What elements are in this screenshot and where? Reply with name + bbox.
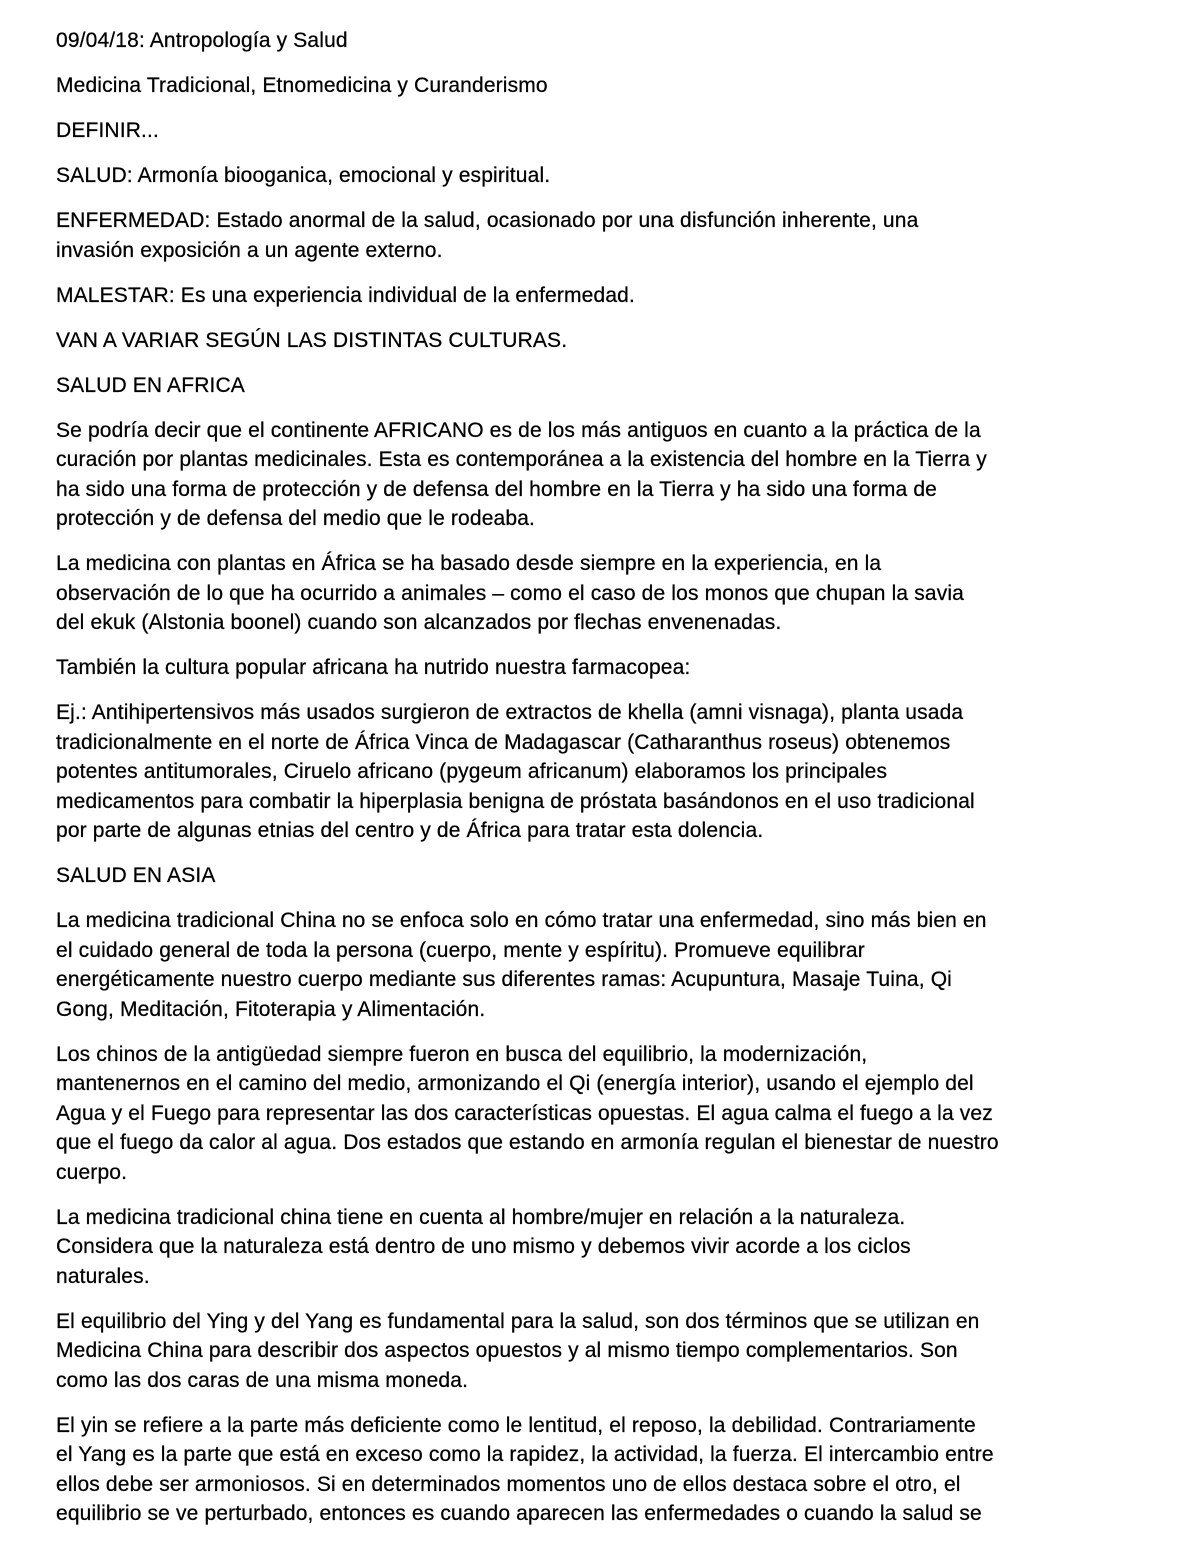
text-line: que el fuego da calor al agua. Dos estados que estando en armonía regulan el bienestar de nuestro — [56, 1131, 999, 1154]
text-line: del ekuk (Alstonia boonel) cuando son alcanzados por flechas envenenadas. — [56, 611, 782, 634]
text-line: El equilibrio del Ying y del Yang es fundamental para la salud, son dos términos que se utilizan en — [56, 1309, 980, 1333]
text-line: ENFERMEDAD: Estado anormal de la salud, ocasionado por una disfunción inherente, una — [56, 209, 919, 232]
text-line: 09/04/18: Antropología y Salud — [56, 29, 348, 52]
text-line: Los chinos de la antigüedad siempre fueron en busca del equilibrio, la modernización, — [56, 1042, 868, 1066]
text-line: SALUD EN AFRICA — [56, 373, 245, 397]
text-line: Ej.: Antihipertensivos más usados surgieron de extractos de khella (amni visnaga), planta usada — [56, 701, 964, 724]
text-line: Medicina China para describir dos aspectos opuestos y al mismo tiempo complementarios. Son — [56, 1339, 958, 1362]
paragraph — [56, 371, 1168, 401]
paragraph — [56, 1040, 1168, 1188]
text-line: cuerpo. — [56, 1160, 128, 1184]
document-page — [56, 26, 1168, 1544]
text-line: protección y de defensa del medio que le rodeaba. — [56, 507, 536, 530]
paragraph — [56, 1203, 1168, 1292]
text-line: Gong, Meditación, Fitoterapia y Alimentación. — [56, 997, 486, 1021]
paragraph — [56, 116, 1168, 146]
text-line: Medicina Tradicional, Etnomedicina y Curanderismo — [56, 74, 548, 97]
text-line: medicamentos para combatir la hiperplasia benigna de próstata basándonos en el uso tradicional — [56, 789, 975, 813]
text-line: curación por plantas medicinales. Esta es contemporánea a la existencia del hombre en la Tierra y — [56, 448, 987, 471]
text-line: SALUD EN ASIA — [56, 864, 216, 887]
text-line: La medicina con plantas en África se ha basado desde siempre en la experiencia, en la — [56, 552, 882, 575]
text-line: Agua y el Fuego para representar las dos características opuestas. El agua calma el fuego a la vez — [56, 1101, 993, 1125]
text-line: el Yang es la parte que está en exceso como la rapidez, la actividad, la fuerza. El intercambio entre — [56, 1443, 994, 1466]
paragraph — [56, 206, 1168, 265]
text-line: Considera que la naturaleza está dentro de uno mismo y debemos vivir acorde a los ciclos — [56, 1235, 911, 1258]
text-line: el cuidado general de toda la persona (cuerpo, mente y espíritu). Promueve equilibrar — [56, 938, 865, 962]
text-line: ha sido una forma de protección y de defensa del hombre en la Tierra y ha sido una forma de — [56, 477, 938, 501]
text-line: DEFINIR... — [56, 119, 160, 142]
paragraph — [56, 861, 1168, 891]
text-line: Se podría decir que el continente AFRICANO es de los más antiguos en cuanto a la práctica de la — [56, 418, 981, 442]
text-line: naturales. — [56, 1264, 150, 1288]
text-line: tradicionalmente en el norte de África Vinca de Madagascar (Catharanthus roseus) obtenemos — [56, 730, 951, 754]
text-line: energéticamente nuestro cuerpo mediante sus diferentes ramas: Acupuntura, Masaje Tuina, Qi — [56, 968, 952, 991]
paragraph — [56, 281, 1168, 311]
text-line: invasión exposición a un agente externo. — [56, 238, 443, 262]
text-line: potentes antitumorales, Ciruelo africano (pygeum africanum) elaboramos los principales — [56, 760, 888, 783]
text-line: El yin se refiere a la parte más deficiente como le lentitud, el reposo, la debilidad. Contrariamente — [56, 1413, 976, 1437]
text-line: por parte de algunas etnias del centro y de África para tratar esta dolencia. — [56, 819, 764, 842]
text-line: MALESTAR: Es una experiencia individual de la enfermedad. — [56, 283, 635, 307]
paragraph — [56, 549, 1168, 638]
paragraph — [56, 416, 1168, 534]
paragraph — [56, 326, 1168, 356]
text-line: VAN A VARIAR SEGÚN LAS DISTINTAS CULTURAS. — [56, 328, 568, 352]
text-line: mantenernos en el camino del medio, armonizando el Qi (energía interior), usando el ejemplo del — [56, 1072, 974, 1095]
text-line: La medicina tradicional China no se enfoca solo en cómo tratar una enfermedad, sino más bien en — [56, 909, 987, 932]
paragraph — [56, 161, 1168, 191]
paragraph — [56, 1307, 1168, 1396]
document-subtitle — [56, 71, 1168, 101]
paragraph — [56, 698, 1168, 846]
text-line: SALUD: Armonía biooganica, emocional y espiritual. — [56, 164, 551, 187]
text-line: También la cultura popular africana ha nutrido nuestra farmacopea: — [56, 656, 691, 679]
paragraph — [56, 653, 1168, 683]
document-date-title — [56, 26, 1168, 56]
paragraph — [56, 1411, 1168, 1529]
text-line: como las dos caras de una misma moneda. — [56, 1368, 469, 1392]
text-line: La medicina tradicional china tiene en cuenta al hombre/mujer en relación a la naturaleza. — [56, 1205, 906, 1229]
text-line: observación de lo que ha ocurrido a animales – como el caso de los monos que chupan la savia — [56, 581, 965, 605]
text-line: ellos debe ser armoniosos. Si en determinados momentos uno de ellos destaca sobre el otro, el — [56, 1472, 961, 1496]
paragraph — [56, 906, 1168, 1024]
text-line: equilibrio se ve perturbado, entonces es cuando aparecen las enfermedades o cuando la salud se — [56, 1502, 982, 1525]
